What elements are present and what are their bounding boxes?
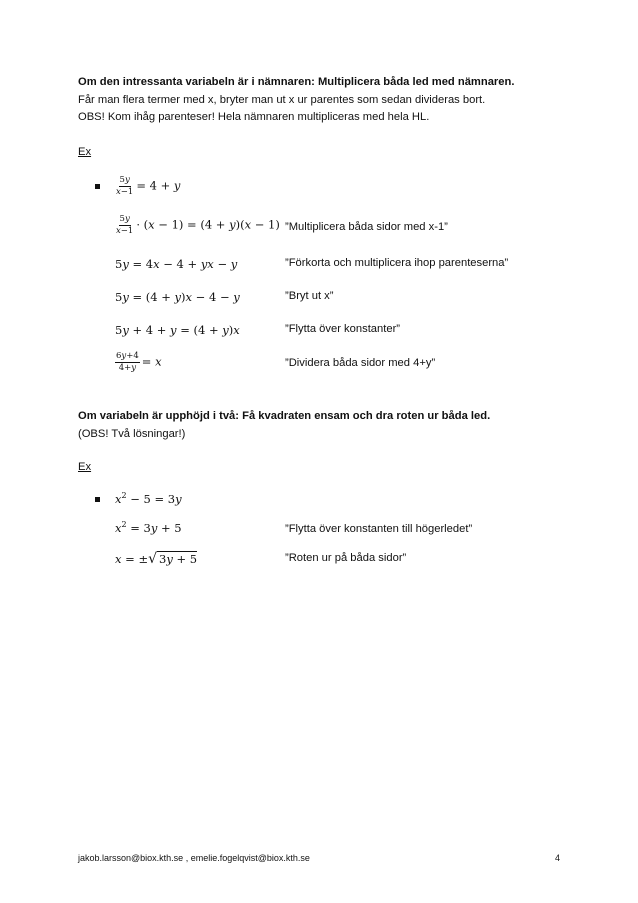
equation-6: $\frac{6y+4}{4+y}$ = x [116, 351, 162, 373]
section2-heading: Om variabeln är upphöjd i två: Få kvadraten ensam och dra roten ur båda led. [78, 410, 491, 422]
step-comment-6: ”Dividera båda sidor med 4+y” [285, 357, 436, 369]
section2-ex-label: Ex [78, 461, 92, 473]
section1-line2: Får man flera termer med x, bryter man ut x ur parentes som sedan divideras bort. [78, 94, 486, 106]
equation-5: 5y + 4 + y = (4 + y)x [115, 323, 240, 337]
step-comment-8: ”Flytta över konstanten till högerledet” [285, 523, 473, 535]
footer-emails: jakob.larsson@biox.kth.se , emelie.fogelqvist@biox.kth.se [78, 853, 310, 863]
step-comment-3: ”Förkorta och multiplicera ihop parenteserna” [285, 257, 509, 269]
step-comment-4: ”Bryt ut x” [285, 290, 334, 302]
step-comment-9: ”Roten ur på båda sidor” [285, 552, 407, 564]
equation-4: 5y = (4 + y)x − 4 − y [115, 290, 240, 304]
step-comment-5: ”Flytta över konstanter” [285, 323, 401, 335]
bullet-icon [95, 497, 100, 502]
page-number: 4 [555, 853, 561, 863]
section2-line2: (OBS! Två lösningar!) [78, 428, 186, 440]
section1-heading: Om den intressanta variabeln är i nämnaren: Multiplicera båda led med nämnaren. [78, 76, 515, 88]
bullet-icon [95, 184, 100, 189]
equation-2: $\frac{5y}{x-1}$ · (x − 1) = (4 + y)(x − 1) [116, 214, 280, 236]
section1-ex-label: Ex [78, 146, 92, 158]
equation-9: x = ±√ 3y + 5 [115, 551, 198, 567]
equation-3: 5y = 4x − 4 + yx − y [115, 257, 238, 271]
equation-1: $\frac{5y}{x-1}$ = 4 + y [116, 175, 181, 197]
equation-7: $x^2 - 5 = 3y$ [115, 491, 182, 506]
step-comment-2: ”Multiplicera båda sidor med x-1” [285, 221, 448, 233]
section1-line3: OBS! Kom ihåg parenteser! Hela nämnaren multipliceras med hela HL. [78, 111, 430, 123]
equation-8: $x^2 = 3y + 5$ [115, 520, 182, 535]
